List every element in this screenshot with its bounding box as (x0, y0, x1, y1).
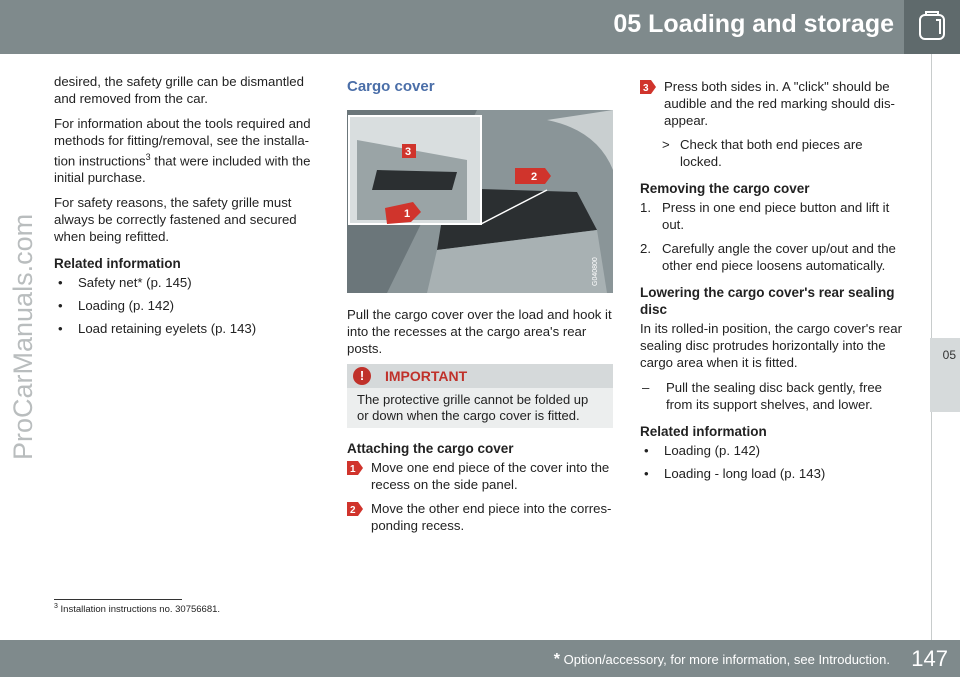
related-link[interactable]: • Load retaining eyelets (p. 143) (54, 320, 316, 337)
step-result: > Check that both end pieces are locked. (640, 136, 906, 170)
related-link[interactable]: • Loading (p. 142) (640, 442, 906, 459)
side-tab-strip-lower (931, 412, 960, 640)
section-title: Cargo cover (347, 78, 435, 95)
step-item: 1 Move one end piece of the cover into the recess on the side panel. (347, 459, 613, 493)
svg-text:G040800: G040800 (592, 257, 599, 286)
chapter-title: 05 Loading and storage (613, 10, 894, 38)
step-1-icon (347, 461, 363, 475)
lowering-heading: Lowering the cargo cover's rear sealing disc (640, 285, 895, 317)
important-text: The protective grille cannot be folded up or down when the cargo cover is fitted. (357, 392, 589, 423)
footer-note: * Option/accessory, for more information, see Introduction. (553, 651, 890, 668)
related-heading: Related information (640, 424, 767, 439)
important-box (347, 364, 613, 428)
svg-text:1: 1 (350, 464, 356, 475)
paragraph: For information about the tools required and methods for fitting/removal, see the installa-tion instructions$^3$ that were included with the initial purchase. (54, 116, 311, 186)
important-label: IMPORTANT (385, 368, 468, 384)
footnote: $^3$ Installation instructions no. 30756681. (54, 603, 221, 616)
right-column (640, 78, 906, 488)
paragraph: desired, the safety grille can be dismantled and removed from the car. (54, 74, 304, 106)
page-number: 147 (911, 646, 948, 671)
chapter-tab-label: 05 (942, 348, 956, 362)
important-header (347, 364, 613, 388)
footnote-ref[interactable]: 3 (145, 152, 151, 162)
callout-3 (402, 144, 416, 158)
svg-text:2: 2 (531, 171, 538, 183)
svg-text:2: 2 (350, 505, 356, 516)
svg-text:3: 3 (405, 146, 412, 158)
callout-2 (515, 168, 551, 184)
related-link[interactable]: • Loading - long load (p. 143) (640, 465, 906, 482)
step-item: 3 Press both sides in. A "click" should be audible and the red marking should dis-appear. (640, 78, 906, 129)
related-link[interactable]: • Loading (p. 142) (54, 297, 316, 314)
exclamation-icon: ! (353, 367, 371, 385)
step-3-icon (640, 80, 656, 94)
step-2-icon (347, 502, 363, 516)
numbered-item: 2. Carefully angle the cover up/out and the other end piece loosens automatically. (640, 241, 896, 273)
watermark: ProCarManuals.com (8, 213, 38, 460)
attaching-heading: Attaching the cargo cover (347, 441, 514, 456)
cargo-cover-title-block (347, 78, 613, 103)
related-heading: Related information (54, 256, 181, 272)
attaching-section (347, 440, 613, 541)
removing-heading: Removing the cargo cover (640, 181, 810, 196)
cargo-cover-illustration (347, 110, 613, 293)
page-header (0, 0, 960, 54)
paragraph: In its rolled-in position, the cargo cover's rear sealing disc protrudes horizontally into the cargo area when it is fitted. (640, 321, 902, 370)
dash-item: – Pull the sealing disc back gently, free from its support shelves, and lower. (640, 379, 906, 413)
luggage-icon (904, 0, 960, 54)
left-column (54, 73, 316, 343)
svg-text:1: 1 (404, 208, 411, 220)
numbered-item: 1. Press in one end piece button and lift it out. (640, 200, 890, 232)
svg-text:3: 3 (643, 83, 649, 94)
footnote-rule (54, 599, 182, 600)
paragraph: For safety reasons, the safety grille must always be correctly fastened and secured when being refitted. (54, 195, 297, 245)
caption: Pull the cargo cover over the load and hook it into the recesses at the cargo area's rear posts. (347, 307, 612, 356)
related-link[interactable]: • Safety net* (p. 145) (54, 274, 316, 291)
cargo-cover-caption (347, 306, 613, 365)
step-item: 2 Move the other end piece into the corres-ponding recess. (347, 500, 613, 534)
